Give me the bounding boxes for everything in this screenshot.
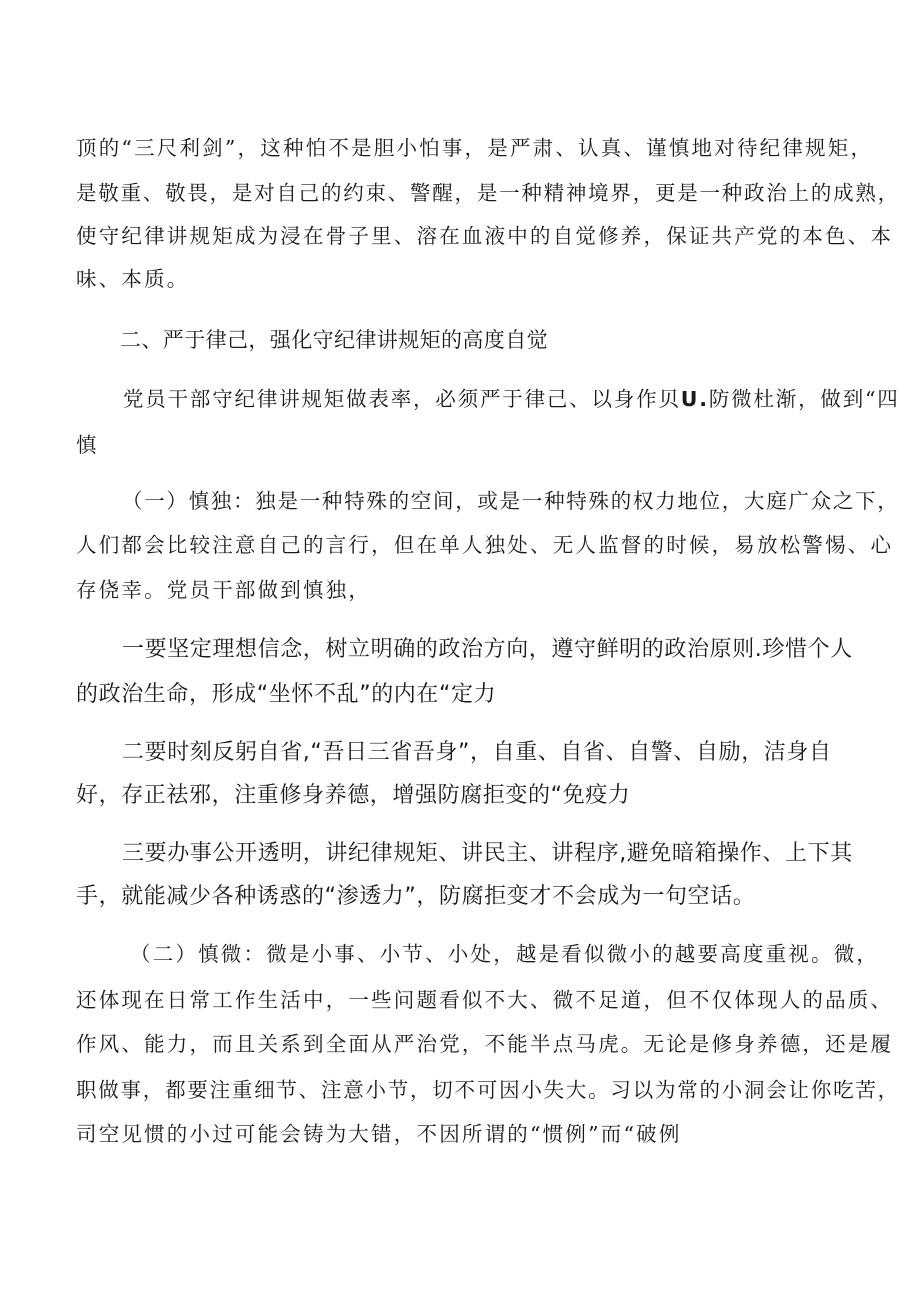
text-line: （一）慎独：独是一种特殊的空间，或是一种特殊的权力地位，大庭广众之下， (122, 489, 900, 513)
text-line (123, 382, 900, 412)
text-line: （二）慎微：微是小事、小节、小处，越是看似微小的越要高度重视。微， (130, 942, 880, 966)
text-line: 一要坚定理想信念，树立明确的政治方向，遵守鲜明的政治原则.珍惜个人 (122, 637, 853, 662)
text-line: 还体现在日常工作生活中，一些问题看似不大、微不足道，但不仅体现人的品质、 (76, 988, 894, 1012)
text-line: 三要办事公开透明，讲纪律规矩、讲民主、讲程序,避免暗箱操作、上下其 (122, 841, 853, 866)
text-line: 慎 (76, 433, 99, 457)
text-segment: 防微杜渐，做到“四 (708, 387, 900, 411)
text-line: 是敬重、敬畏，是对自己的约束、警醒，是一种精神境界，更是一种政治上的成熟， (76, 181, 900, 205)
text-line: 好，存正祛邪，注重修身养德，增强防腐拒变的“免疫力 (76, 783, 631, 808)
section-heading: 二、严于律己，强化守纪律讲规矩的高度自觉 (120, 328, 548, 352)
text-line: 职做事，都要注重细节、注意小节，切不可因小失大。习以为常的小洞会让你吃苦， (76, 1078, 900, 1102)
text-line: 使守纪律讲规矩成为浸在骨子里、溶在血液中的自觉修养，保证共产党的本色、本 (76, 224, 894, 248)
text-line: 顶的“三尺利剑”，这种怕不是胆小怕事，是严肃、认真、谨慎地对待纪律规矩， (76, 136, 874, 160)
text-line: 的政治生命，形成“坐怀不乱”的内在“定力 (76, 682, 497, 707)
text-line: 存侥幸。党员干部做到慎独， (76, 578, 372, 602)
text-line: 味、本质。 (76, 267, 190, 291)
text-line: 人们都会比较注意自己的言行，但在单人独处、无人监督的时候，易放松警惕、心 (76, 533, 894, 557)
text-segment: 党员干部守纪律讲规矩做表率，必须严于律己、以身作贝 (123, 387, 681, 411)
text-line: 作风、能力，而且关系到全面从严治党，不能半点马虎。无论是修身养德，还是履 (76, 1032, 894, 1056)
text-line: 手，就能减少各种诱惑的“渗透力”，防腐拒变才不会成为一句空话。 (76, 884, 756, 909)
text-line: 司空见惯的小过可能会铸为大错，不因所谓的“惯例”而“破例 (76, 1122, 682, 1146)
text-segment: U. (680, 387, 709, 411)
text-line: 二要时刻反躬自省,“吾日三省吾身”，自重、自省、自警、自励，洁身自 (122, 740, 832, 765)
